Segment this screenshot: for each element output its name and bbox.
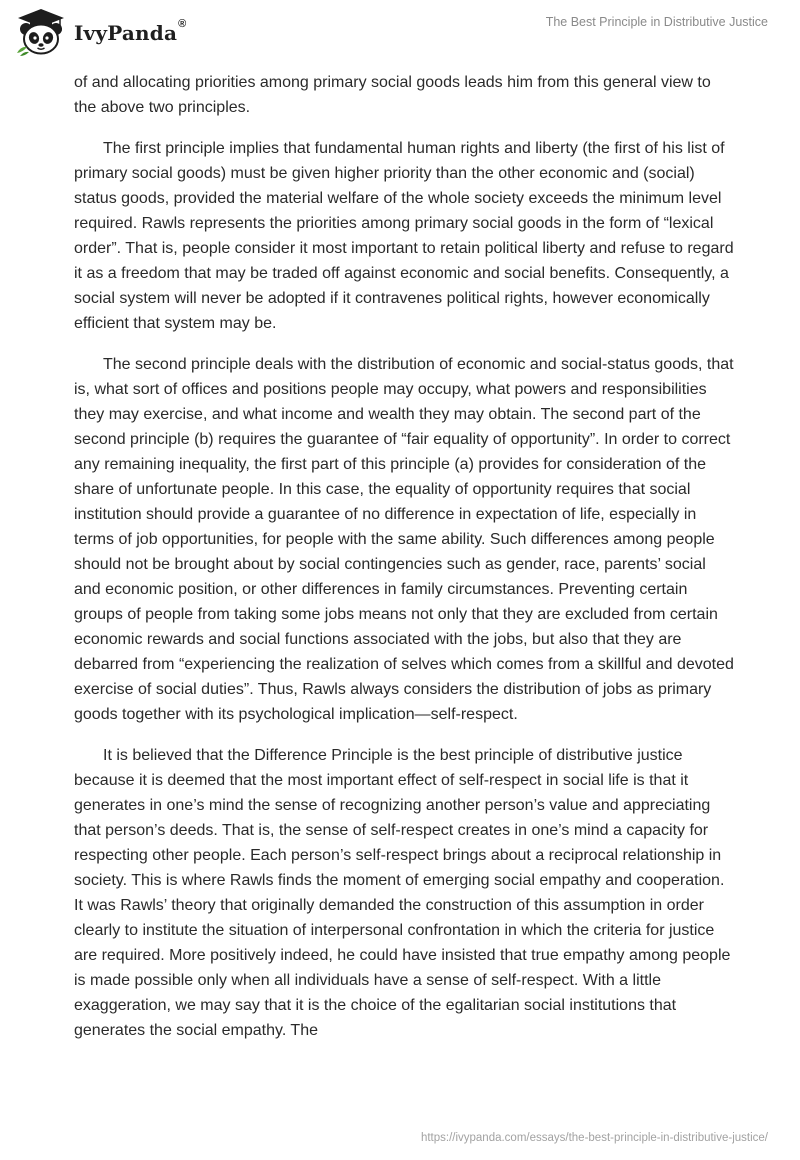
logo-text: IvyPanda <box>74 21 178 45</box>
registered-mark: ® <box>178 18 187 30</box>
logo-wordmark <box>74 18 187 45</box>
ivypanda-logo[interactable] <box>14 6 186 58</box>
panda-logo-icon <box>14 7 68 57</box>
paragraph-second-principle: The second principle deals with the distribution of economic and social-status goods, that is, what sort of offices and positions people may occupy, what powers and responsibilities they may exercise, and what income and wealth they may obtain. The second part of the second principle (b) requires the guarantee of “fair equality of opportunity”. In order to correct any remaining inequality, the first part of this principle (a) provides for consideration of the share of unfortunate people. In this case, the equality of opportunity requires that social institution should provide a guarantee of no difference in expectation of life, especially in terms of job opportunities, for people with the same ability. Such differences among people should not be brought about by social contingencies such as gender, race, parents’ social and economic position, or other differences in family circumstances. Preventing certain groups of people from taking some jobs means not only that they are excluded from certain economic rewards and social functions associated with the jobs, but also that they are debarred from “experiencing the realization of selves which comes from a skillful and devoted exercise of social duties”. Thus, Rawls always considers the distribution of jobs as primary goods together with its psychological implication—self-respect. <box>74 356 734 723</box>
paragraph-continuation: of and allocating priorities among primary social goods leads him from this general view to the above two principles. <box>74 74 711 116</box>
page-title: The Best Principle in Distributive Justice <box>545 15 768 29</box>
source-url[interactable]: https://ivypanda.com/essays/the-best-principle-in-distributive-justice/ <box>420 1132 768 1144</box>
paragraph-difference-principle: It is believed that the Difference Principle is the best principle of distributive justice because it is deemed that the most important effect of self-respect in social life is that it generates in one’s mind the sense of recognizing another person’s value and appreciating that person’s deeds. That is, the sense of self-respect creates in one’s mind a capacity for respecting other people. Each person’s self-respect brings about a reciprocal relationship in society. This is where Rawls finds the moment of emerging social empathy and cooperation. It was Rawls’ theory that originally demanded the construction of this assumption in order clearly to institute the situation of interpersonal confrontation in which the criteria for justice are required. More positively indeed, he could have insisted that true empathy among people is made possible only when all individuals have a sense of self-respect. With a little exaggeration, we may say that it is the choice of the egalitarian social institutions that generates the social empathy. The <box>74 747 731 1039</box>
paragraph-first-principle: The first principle implies that fundamental human rights and liberty (the first of his list of primary social goods) must be given higher priority than the other economic and (social) status goods, provided the material welfare of the whole society exceeds the minimum level required. Rawls represents the priorities among primary social goods in the form of “lexical order”. That is, people consider it most important to retain political liberty and refuse to regard it as a freedom that may be traded off against economic and social benefits. Consequently, a social system will never be adopted if it contravenes political rights, however economically efficient that system may be. <box>74 140 734 332</box>
page-header <box>0 0 800 64</box>
essay-body <box>74 70 734 1059</box>
